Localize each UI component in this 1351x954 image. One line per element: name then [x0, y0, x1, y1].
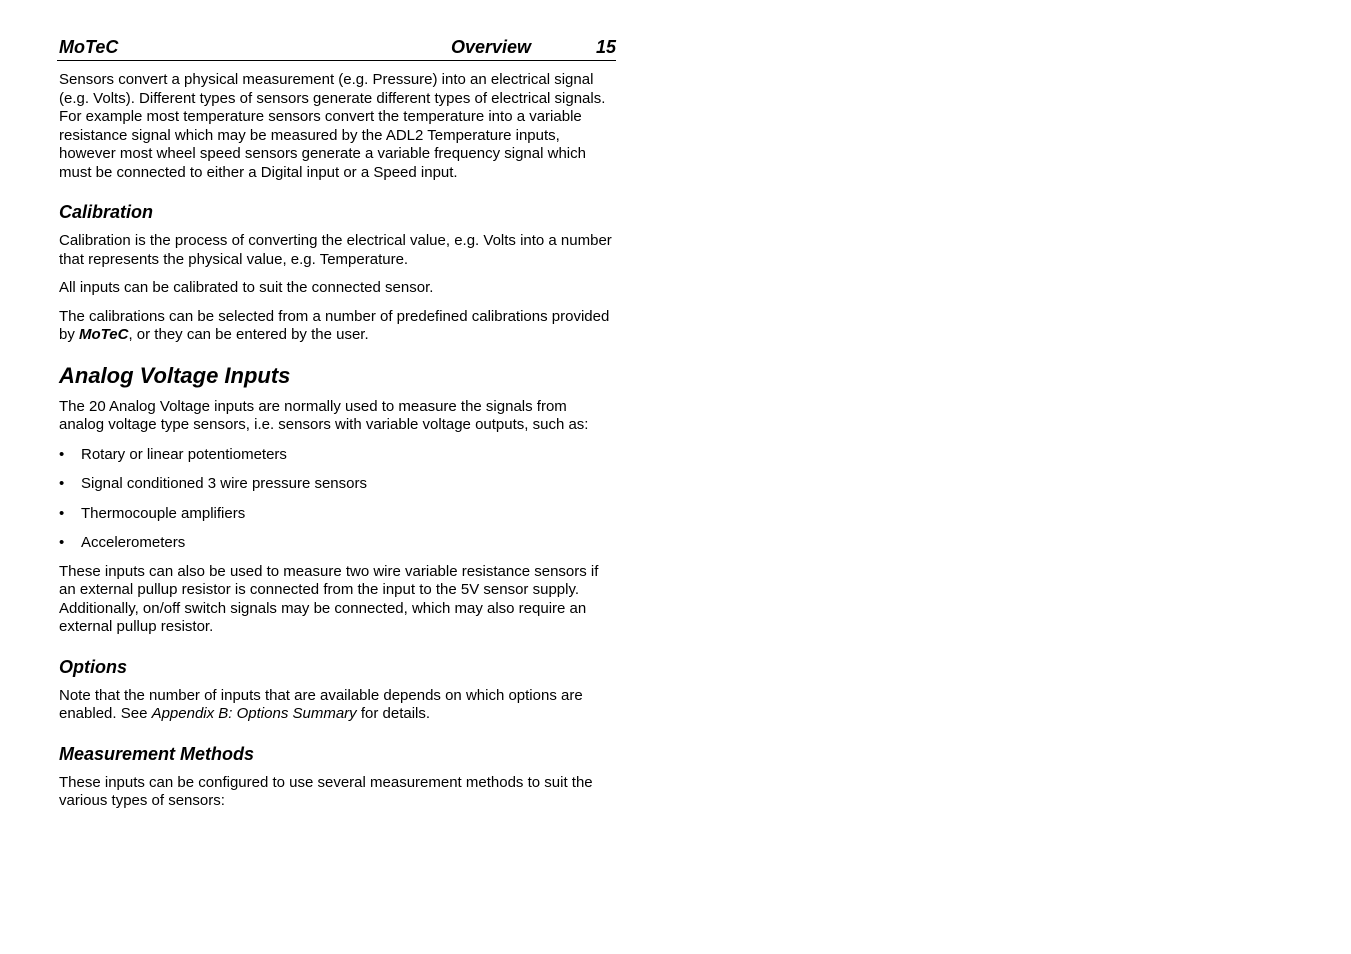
calibration-paragraph-2: All inputs can be calibrated to suit the connected sensor. — [59, 279, 434, 296]
intro-paragraph: Sensors convert a physical measurement (e.g. Pressure) into an electrical signal (e.g. Volts). Different types of sensors generate different types of electrical signals. For example most temperature sensors convert the temperature into a variable resistance signal which may be measured by the ADL2 Temperature inputs, however most wheel speed sensors generate a variable frequency signal which must be connected to either a Digital input or a Speed input. — [59, 71, 606, 181]
measurement-methods-paragraph: These inputs can be configured to use several measurement methods to suit the various types of sensors: — [59, 773, 593, 809]
running-header — [57, 36, 616, 61]
list-item — [59, 446, 615, 465]
document-page — [57, 36, 616, 811]
bullet-icon: • — [59, 475, 65, 492]
list-item — [59, 505, 615, 524]
calibration-brand-mention: MoTeC — [79, 326, 129, 343]
list-item-text: Thermocouple amplifiers — [81, 504, 246, 522]
options-paragraph-text-start: Note that the number of inputs that are available depends on which options are enabled. See — [59, 686, 583, 722]
list-item — [59, 475, 615, 494]
options-heading: Options — [59, 656, 127, 677]
calibration-paragraph-3-text-end: , or they can be entered by the user. — [128, 326, 369, 343]
measurement-methods-heading: Measurement Methods — [59, 743, 255, 764]
bullet-icon: • — [59, 504, 65, 522]
sensor-type-list — [59, 446, 615, 553]
list-item — [59, 534, 615, 553]
page-content — [57, 71, 615, 811]
bullet-icon: • — [59, 445, 65, 463]
options-paragraph-text-end: for details. — [356, 705, 431, 722]
list-item-text: Signal conditioned 3 wire pressure sensors — [81, 475, 367, 492]
analog-voltage-inputs-heading: Analog Voltage Inputs — [59, 362, 291, 388]
header-section-title: Overview — [451, 37, 532, 57]
analog-paragraph-2: These inputs can also be used to measure two wire variable resistance sensors if an external pullup resistor is connected from the input to the 5V sensor supply. Additionally, on/off switch signals may be connected, which may also require an external pullup resistor. — [59, 562, 599, 635]
calibration-paragraph-3-text-start: The calibrations can be selected from a number of predefined calibrations provided by — [59, 307, 610, 343]
calibration-paragraph-1: Calibration is the process of converting the electrical value, e.g. Volts into a number that represents the physical value, e.g. Temperature. — [59, 232, 612, 268]
header-brand: MoTeC — [59, 37, 119, 57]
bullet-icon: • — [59, 534, 65, 551]
list-item-text: Accelerometers — [81, 534, 186, 551]
header-page-number: 15 — [595, 37, 616, 57]
options-paragraph — [59, 687, 615, 724]
options-appendix-reference: Appendix B: Options Summary — [151, 705, 357, 722]
analog-paragraph-1: The 20 Analog Voltage inputs are normally used to measure the signals from analog voltage type sensors, i.e. sensors with variable voltage outputs, such as: — [59, 397, 589, 433]
list-item-text: Rotary or linear potentiometers — [81, 445, 287, 463]
calibration-paragraph-3 — [59, 308, 615, 345]
calibration-heading: Calibration — [59, 202, 154, 222]
